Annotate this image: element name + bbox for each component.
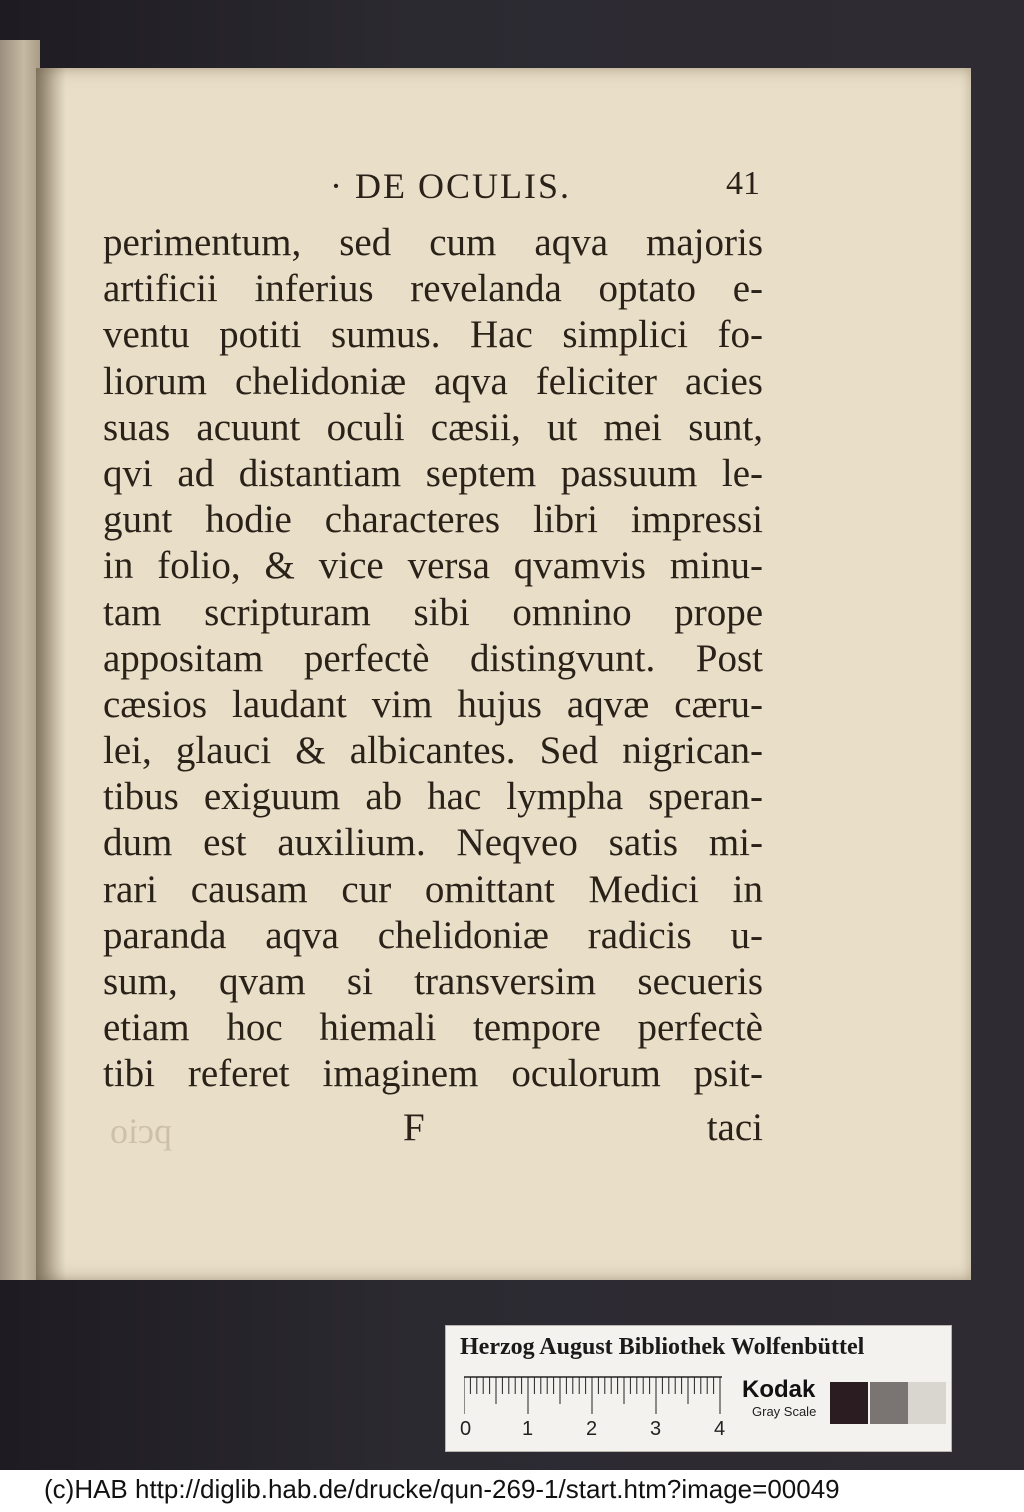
text-line: tibus exiguum ab hac lympha speran- <box>103 775 763 819</box>
library-name: Herzog August Bibliothek Wolfenbüttel <box>460 1334 865 1360</box>
page-number: 41 <box>726 165 760 202</box>
text-line: tam scripturam sibi omnino prope <box>103 590 763 634</box>
ruler-number: 0 <box>460 1418 472 1440</box>
catchword: taci <box>706 1106 763 1149</box>
gray-swatch-dark <box>830 1382 868 1424</box>
text-line: artificii inferius revelanda optato e- <box>103 267 763 311</box>
text-line: ventu potiti sumus. Hac simplici fo- <box>103 313 763 357</box>
text-line: appositam perfectè distingvunt. Post <box>103 636 763 680</box>
kodak-logo: Kodak <box>742 1376 816 1403</box>
text-line: in folio, & vice versa qvamvis minu- <box>103 544 763 588</box>
gray-swatch-mid <box>870 1382 908 1424</box>
ruler-number: 1 <box>522 1418 534 1440</box>
ruler-number: 2 <box>586 1418 598 1440</box>
text-line: lei, glauci & albicantes. Sed nigrican- <box>103 729 763 773</box>
running-head <box>290 165 760 215</box>
text-line: perimentum, sed cum aqva majoris <box>103 221 763 264</box>
running-head-title: · DE OCULIS. <box>330 166 571 206</box>
text-line: sum, qvam si transversim secueris <box>103 960 763 1003</box>
text-line: qvi ad distantiam septem passuum le- <box>103 451 763 495</box>
ruler-number: 3 <box>650 1418 662 1440</box>
text-line: etiam hoc hiemali tempore perfectè <box>103 1006 763 1050</box>
text-line: dum est auxilium. Neqveo satis mi- <box>103 821 763 865</box>
gutter-shadow <box>36 68 66 1280</box>
ruler-number: 4 <box>714 1418 726 1440</box>
show-through-text: pcio <box>110 1111 172 1151</box>
catch-line <box>103 1105 763 1151</box>
gray-swatch-light <box>908 1382 946 1424</box>
text-line: gunt hodie characteres libri impressi <box>103 498 763 542</box>
library-color-card <box>445 1325 952 1452</box>
facing-page-edge <box>0 40 40 1280</box>
ruler-numbers <box>460 1418 730 1442</box>
text-line: paranda aqva chelidoniæ radicis u- <box>103 913 763 957</box>
gray-scale-label: Gray Scale <box>752 1404 817 1419</box>
text-line: suas acuunt oculi cæsii, ut mei sunt, <box>103 405 763 449</box>
signature-mark: F <box>403 1106 425 1149</box>
text-line: cæsios laudant vim hujus aqvæ cæru- <box>103 682 763 726</box>
text-line: tibi referet imaginem oculorum psit- <box>103 1052 763 1096</box>
body-text <box>103 220 763 1098</box>
text-line: liorum chelidoniæ aqva feliciter acies <box>103 359 763 403</box>
ruler-scale <box>464 1376 722 1416</box>
text-line: rari causam cur omittant Medici in <box>103 867 763 911</box>
copyright-url: (c)HAB http://diglib.hab.de/drucke/qun-269-1/start.htm?image=00049 <box>44 1474 840 1504</box>
